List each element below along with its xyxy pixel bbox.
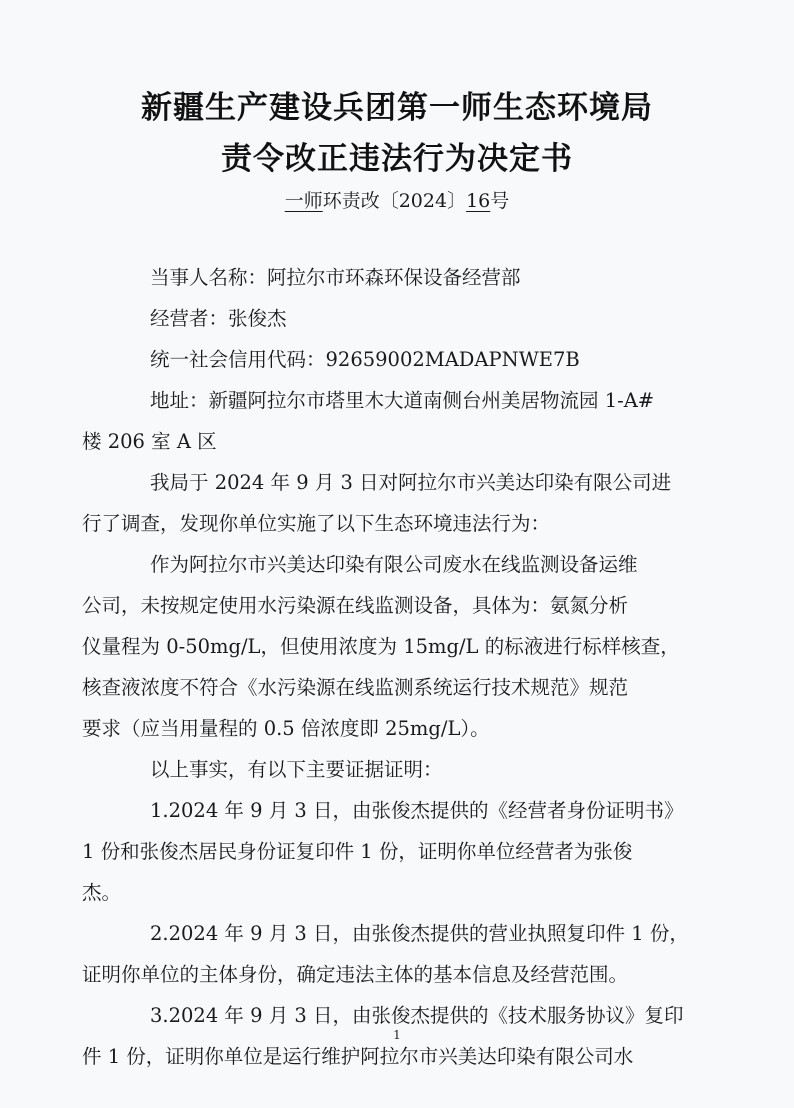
- body-line: 核查液浓度不符合《水污染源在线监测系统运行技术规范》规范: [82, 676, 629, 699]
- document-number: [0, 186, 794, 213]
- body-line: 杰。: [82, 881, 122, 904]
- body-line: 行了调查，发现你单位实施了以下生态环境违法行为：: [82, 512, 551, 535]
- body-line: 3.2024 年 9 月 3 日，由张俊杰提供的《技术服务协议》复印: [150, 1004, 684, 1027]
- body-line: 2.2024 年 9 月 3 日，由张俊杰提供的营业执照复印件 1 份，: [150, 922, 689, 945]
- body-line: 要求（应当用量程的 0.5 倍浓度即 25mg/L）。: [82, 717, 490, 740]
- body-line: 1.2024 年 9 月 3 日，由张俊杰提供的《经营者身份证明书》: [150, 799, 684, 822]
- body-line: 仪量程为 0-50mg/L，但使用浓度为 15mg/L 的标液进行标样核查，: [82, 635, 680, 658]
- doc-number-middle: 环责改〔2024〕: [322, 190, 467, 212]
- doc-number-prefix: 一师: [284, 190, 323, 212]
- doc-number-value: 16: [466, 190, 491, 212]
- document-body: [82, 257, 714, 1077]
- body-line: 证明你单位的主体身份，确定违法主体的基本信息及经营范围。: [82, 963, 629, 986]
- body-line: 公司，未按规定使用水污染源在线监测设备，具体为：氨氮分析: [82, 594, 629, 617]
- document-title-line-2: 责令改正违法行为决定书: [221, 141, 573, 177]
- doc-number-suffix: 号: [490, 190, 510, 212]
- body-line: 统一社会信用代码：92659002MADAPNWE7B: [150, 348, 580, 371]
- body-line: 地址：新疆阿拉尔市塔里木大道南侧台州美居物流园 1-A#: [150, 389, 655, 412]
- body-line: 件 1 份，证明你单位是运行维护阿拉尔市兴美达印染有限公司水: [82, 1045, 634, 1068]
- page-number: 1: [393, 1028, 401, 1042]
- body-line: 当事人名称：阿拉尔市环森环保设备经营部: [150, 266, 521, 289]
- body-line: 我局于 2024 年 9 月 3 日对阿拉尔市兴美达印染有限公司进: [150, 471, 672, 494]
- body-line: 以上事实，有以下主要证据证明：: [150, 758, 443, 781]
- body-line: 楼 206 室 A 区: [82, 430, 217, 453]
- body-line: 1 份和张俊杰居民身份证复印件 1 份，证明你单位经营者为张俊: [82, 840, 633, 863]
- body-line: 经营者：张俊杰: [150, 307, 287, 330]
- document-title-line-1: 新疆生产建设兵团第一师生态环境局: [141, 90, 653, 126]
- body-line: 作为阿拉尔市兴美达印染有限公司废水在线监测设备运维: [150, 553, 638, 576]
